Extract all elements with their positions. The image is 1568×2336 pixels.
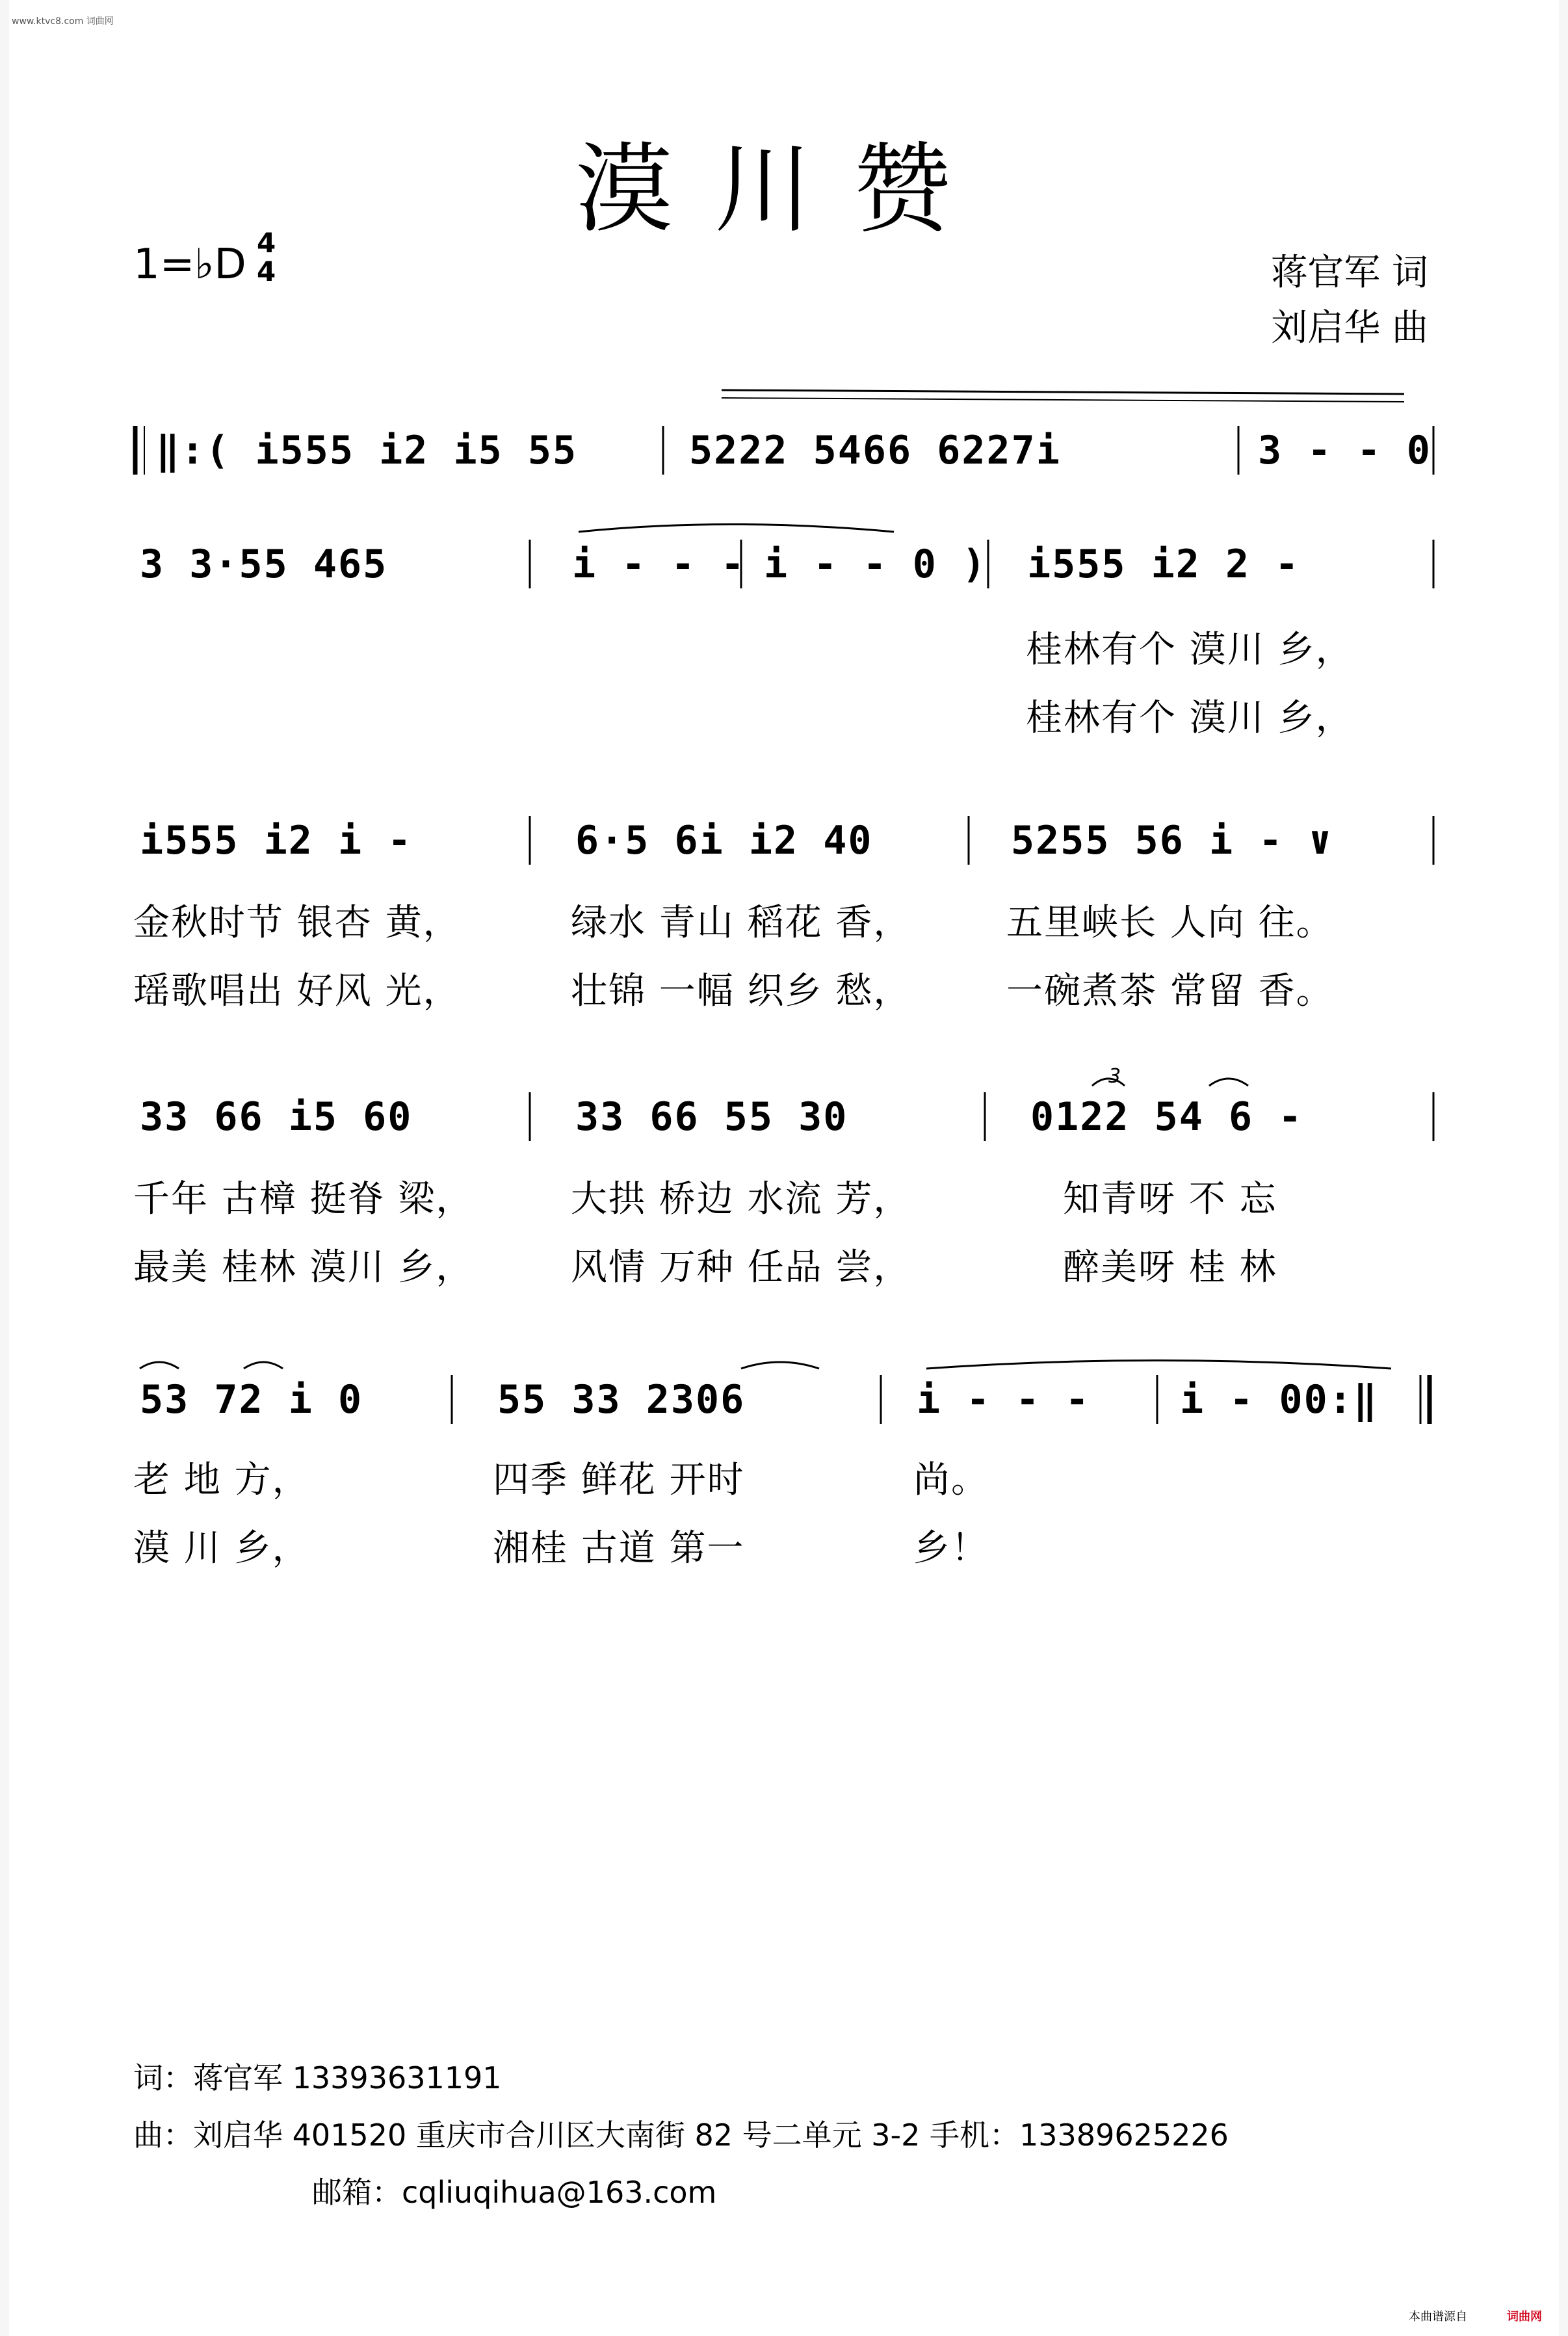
row5-measure1: 53 72 i 0 [140,1377,363,1423]
row5-lyric-verse2-b: 湘桂 古道 第一 [493,1527,745,1569]
row5-measure3: i - - - [917,1377,1090,1423]
row3-lyric-verse2-a: 瑶歌唱出 好风 光， [133,970,461,1012]
lyricist-credit: 蒋官军 词 [1271,252,1428,294]
row5-measure2: 55 33 2306 [497,1377,746,1423]
row4-lyric-verse1-c: 知青呀 不 忘 [1063,1178,1277,1220]
row3-lyric-verse2-b: 壮锦 一幅 织乡 愁， [571,970,911,1012]
row3-measure2: 6·5 6i i2 40 [575,818,873,863]
site-header[interactable]: www.ktvc8.com 词曲网 [12,16,114,27]
page-title: 漠川赞 [575,133,993,246]
row5-lyric-verse2-c: 乡！ [913,1527,989,1569]
row5-measure4: i - 00:‖ [1180,1377,1378,1423]
row4-lyric-verse2-a: 最美 桂林 漠川 乡， [133,1246,474,1289]
row4-lyric-verse1-b: 大拱 桥边 水流 芳， [571,1178,911,1220]
row3-lyric-verse1-c: 五里峡长 人向 往。 [1006,902,1334,944]
row1-measure2: 5222 5466 6227i [689,428,1061,473]
row3-measure3: 5255 56 i - ∨ [1011,818,1333,863]
triplet-mark: 3 [1108,1065,1121,1088]
row5-lyric-verse1-a: 老 地 方， [133,1459,310,1501]
composer-credit: 刘启华 曲 [1271,307,1428,349]
footer-brand-link[interactable]: 词曲网 [1507,2310,1542,2324]
row5-lyric-verse1-c: 尚。 [913,1459,989,1501]
row3-measure1: i555 i2 i - [140,818,413,863]
row3-lyric-verse1-a: 金秋时节 银杏 黄， [133,902,461,944]
row1-measure1: ‖:( i555 i2 i5 55 [156,428,578,473]
footer-source-label: 本曲谱源自 [1409,2310,1467,2324]
row4-measure2: 33 66 55 30 [575,1094,848,1140]
row4-lyric-verse2-b: 风情 万种 任品 尝， [571,1246,911,1289]
row2-measure4: i555 i2 2 - [1027,542,1300,587]
row2-measure1: 3 3·55 465 [140,542,388,587]
row4-lyric-verse1-a: 千年 古樟 挺脊 梁， [133,1178,474,1220]
contact-lyricist: 词：蒋官军 13393631191 [133,2060,502,2095]
row1-measure3: 3 - - 0 [1258,428,1431,473]
row4-measure1: 33 66 i5 60 [140,1094,413,1140]
meter-bottom: 4 [257,256,276,287]
row5-lyric-verse1-b: 四季 鲜花 开时 [493,1459,745,1501]
row3-lyric-verse1-b: 绿水 青山 稻花 香， [571,902,911,944]
row5-lyric-verse2-a: 漠 川 乡， [133,1527,310,1569]
row2-measure2: i - - - [572,542,746,587]
row4-lyric-verse2-c: 醉美呀 桂 林 [1063,1246,1277,1289]
contact-email[interactable]: 邮箱：cqliuqihua@163.com [312,2175,717,2210]
row2-measure3: i - - 0 ) [764,542,987,587]
row3-lyric-verse2-c: 一碗煮茶 常留 香。 [1006,970,1334,1012]
key-signature: 1=♭D [133,241,246,289]
row2-lyric-verse1: 桂林有个 漠川 乡， [1026,629,1353,671]
meter-top: 4 [257,227,276,259]
contact-composer: 曲：刘启华 401520 重庆市合川区大南街 82 号二单元 3-2 手机：13389625226 [133,2118,1229,2153]
row2-lyric-verse2: 桂林有个 漠川 乡， [1026,697,1353,739]
row4-measure3: 0122 54 6 - [1030,1094,1303,1140]
